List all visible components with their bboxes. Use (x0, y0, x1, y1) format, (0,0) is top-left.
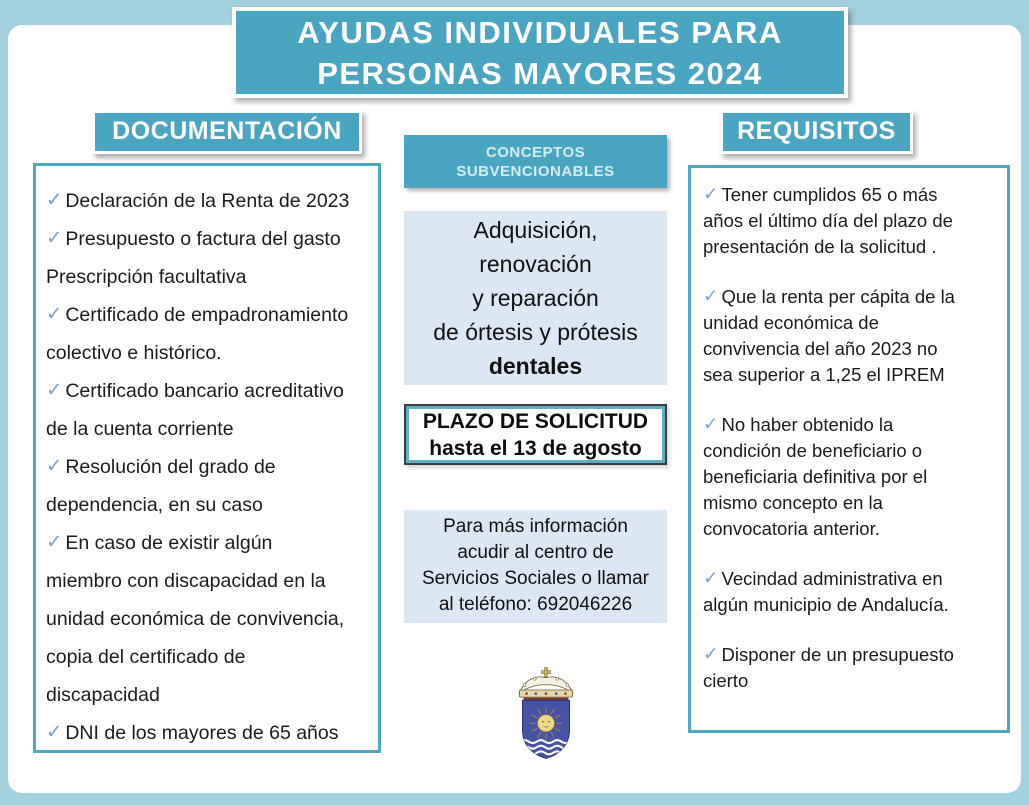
list-item (46, 182, 372, 220)
conceptos-header-line1: CONCEPTOS (485, 144, 586, 161)
info-line: al teléfono: 692046226 (438, 594, 633, 615)
conceptos-line: de órtesis y prótesis (433, 319, 638, 345)
check-icon: ✓ (46, 303, 63, 325)
check-icon: ✓ (46, 455, 63, 477)
list-item-text: Vecindad administrativa en algún municipio de Andalucía. (703, 568, 949, 615)
list-item-text: Disponer de un presupuesto cierto (703, 644, 954, 691)
conceptos-body (404, 211, 667, 385)
info-box (404, 510, 667, 623)
check-icon: ✓ (703, 285, 719, 306)
check-icon: ✓ (46, 189, 63, 211)
poster-title-line1: AYUDAS INDIVIDUALES PARA (297, 15, 783, 50)
list-item (46, 372, 372, 448)
conceptos-line: Adquisición, (473, 217, 598, 243)
info-line: acudir al centro de (457, 542, 614, 563)
coat-of-arms-icon (512, 666, 580, 762)
check-icon: ✓ (703, 643, 719, 664)
check-icon: ✓ (46, 379, 63, 401)
list-item (46, 220, 372, 258)
list-item-text: Declaración de la Renta de 2023 (65, 190, 350, 212)
list-item-text: DNI de los mayores de 65 años (65, 722, 339, 744)
poster-title-line2: PERSONAS MAYORES 2024 (317, 56, 763, 91)
check-icon: ✓ (703, 567, 719, 588)
list-item-text: No haber obtenido la condición de beneficiario o beneficiaria definitiva por el mismo concepto en la convocatoria anterior. (703, 414, 928, 539)
documentacion-list (33, 163, 381, 753)
list-item (46, 524, 372, 714)
list-item (703, 642, 999, 694)
list-item-text: En caso de existir algún miembro con discapacidad en la unidad económica de convivencia, copia del certificado de discapacidad (46, 532, 345, 706)
list-item (703, 284, 999, 388)
list-item-text: Prescripción facultativa (46, 266, 247, 288)
check-icon: ✓ (46, 531, 63, 553)
list-item-text: Que la renta per cápita de la unidad económica de convivencia del año 2023 no sea superior a 1,25 el IPREM (703, 286, 955, 385)
poster-title (232, 7, 848, 98)
list-item (703, 566, 999, 618)
list-item (46, 258, 372, 296)
plazo-solicitud-box (404, 404, 667, 465)
list-item-text: Resolución del grado de dependencia, en su caso (46, 456, 276, 516)
documentacion-header: DOCUMENTACIÓN (92, 110, 362, 154)
requisitos-list (688, 165, 1010, 733)
info-line: Para más información (443, 516, 628, 537)
list-item (703, 182, 999, 260)
conceptos-header-line2: SUBVENCIONABLES (456, 163, 615, 180)
conceptos-line: y reparación (472, 285, 599, 311)
check-icon: ✓ (703, 183, 719, 204)
conceptos-header (404, 135, 667, 188)
list-item (703, 412, 999, 542)
list-item (46, 296, 372, 372)
plazo-line1: PLAZO DE SOLICITUD (422, 410, 649, 433)
check-icon: ✓ (703, 413, 719, 434)
list-item-text: Certificado de empadronamiento colectivo e histórico. (46, 304, 349, 364)
list-item (46, 714, 372, 752)
list-item (46, 448, 372, 524)
list-item-text: Presupuesto o factura del gasto (65, 228, 341, 250)
check-icon: ✓ (46, 721, 63, 743)
list-item-text: Tener cumplidos 65 o más años el último día del plazo de presentación de la solicitud . (703, 184, 953, 257)
requisitos-header: REQUISITOS (720, 110, 913, 154)
check-icon: ✓ (46, 227, 63, 249)
plazo-line2: hasta el 13 de agosto (429, 437, 642, 460)
conceptos-bold-line: dentales (488, 353, 583, 379)
list-item-text: Certificado bancario acreditativo de la cuenta corriente (46, 380, 344, 440)
conceptos-line: renovación (479, 251, 592, 277)
info-line: Servicios Sociales o llamar (421, 568, 650, 589)
